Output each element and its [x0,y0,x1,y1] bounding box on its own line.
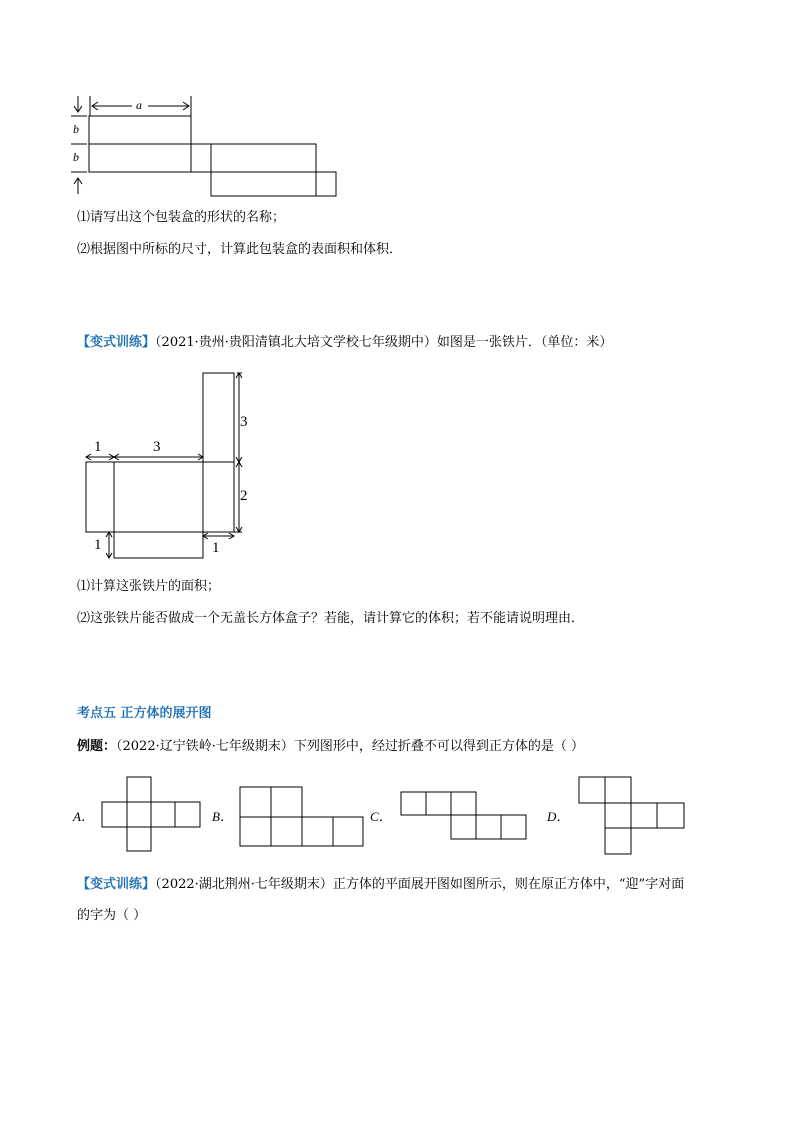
option-b-label: B． [212,809,233,824]
label-a: a [136,98,142,112]
example-question [77,738,584,756]
example-text: （2022·辽宁铁岭·七年级期末）下列图形中，经过折叠不可以得到正方体的是（ ） [116,739,584,754]
question-1-part-2: ⑵根据图中所标的尺寸，计算此包装盒的表面积和体积． [77,242,403,257]
variant-tag-open: 【 [77,335,91,350]
question-1-part-1: ⑴请写出这个包装盒的形状的名称； [77,210,286,225]
variant-2-line-2: 的字为（ ） [77,908,147,923]
iron-sheet-figure [80,370,260,570]
sheet-label-bottom-left: 1 [94,537,102,553]
variant-1-source: （2021·贵州·贵阳清镇北大培文学校七年级期中）如图是一张铁片．（单位：米） [155,335,613,350]
question-2-part-2: ⑵这张铁片能否做成一个无盖长方体盒子？若能，请计算它的体积；若不能请说明理由． [77,611,585,626]
section-title: 考点五 正方体的展开图 [77,706,212,721]
sheet-label-top-mid: 3 [153,439,161,455]
option-a-label: A． [73,809,94,824]
box-net-figure [60,94,350,204]
sheet-label-top-left: 1 [94,439,102,455]
label-b-bottom: b [73,150,79,164]
sheet-label-bottom-right: 1 [212,540,220,556]
option-b-net [239,786,365,848]
variant-tag: 变式训练 [90,335,143,350]
sheet-label-right-mid: 2 [240,488,248,504]
question-2-part-1: ⑴计算这张铁片的面积； [77,579,221,594]
option-a-net [101,776,203,853]
variant-tag-close: 】 [142,335,156,350]
option-c-net [400,791,530,841]
variant-2-tag-open: 【 [77,877,91,892]
variant-2-tag: 变式训练 [90,877,143,892]
variant-1-header [77,334,612,352]
option-c-label: C． [370,809,392,824]
option-d-net [578,776,688,856]
label-b-top: b [73,122,79,136]
variant-2-tag-close: 】 [142,877,156,892]
example-label: 例题： [77,739,117,754]
option-d-label: D． [547,809,570,824]
variant-2-text: （2022·湖北荆州·七年级期末）正方体的平面展开图如图所示，则在原正方体中，“迎”字对面 [155,877,685,892]
sheet-label-right-top: 3 [240,414,248,430]
variant-2-line-1 [77,876,684,894]
